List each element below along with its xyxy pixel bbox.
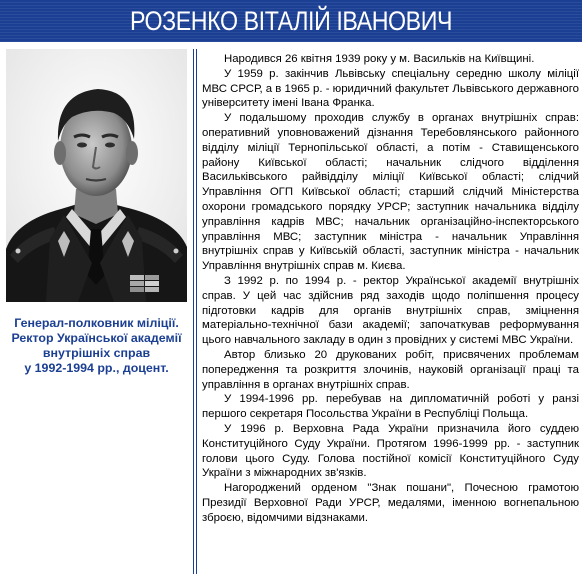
photo-caption [6,316,187,376]
bio-paragraph-birth: Народився 26 квітня 1939 року у м. Васильків на Київщині. [224,53,535,65]
bio-paragraph-awards: Нагороджений орденом "Знак пошани", Почесною грамотою Президії Верховної Ради УРСР, медалями, іменною вогнепальною зброєю, відомчими відзнаками. [202,482,579,524]
bio-paragraph-court: У 1996 р. Верховна Рада України призначила його суддею Конституційного Суду України. Протягом 1996-1999 рр. - заступник голови цього Суду. Голова постійної комісії Конституційного Суду України з міжнародних зв'язків. [202,422,579,480]
bio-paragraph-diplomatic: У 1994-1996 рр. перебував на дипломатичній роботі у ранзі першого секретаря Посольства України в Республіці Польща. [202,393,579,421]
bio-paragraph-rector: З 1992 р. по 1994 р. - ректор Української академії внутрішніх справ. У цей час здійснив ряд заходів щодо поліпшення процесу підготовки кадрів для органів внутрішніх справ, зміцнення матеріально-технічної бази академії; започаткував реформування цього навчального закладу в один з провідних у системі МВС України. [202,274,579,347]
caption-line-rank: Генерал-полковник міліції. [14,316,179,330]
caption-line-institution: внутрішніх справ [42,346,151,360]
caption-line-years: у 1992-1994 рр., доцент. [24,361,169,375]
page-title: РОЗЕНКО ВІТАЛІЙ ІВАНОВИЧ [129,6,453,36]
header-bar [0,0,582,42]
biography-text [202,52,579,526]
bio-paragraph-education: У 1959 р. закінчив Львівську спеціальну середню школу міліції МВС СРСР, а в 1965 р. - юридичний факультет Львівського державного університету імені Івана Франка. [202,67,579,110]
caption-line-position: Ректор Української академії [11,331,182,345]
bio-paragraph-career: У подальшому проходив службу в органах внутрішніх справ: оперативний уповноважений дізнання Теребовлянського районного відділу міліції Тернопільської області, а потім - Ставищенського району Київської області; начальник слідчого відділення Васильківського райвідділу міліції Київської області; слідчий Управління ОГП Київської області; старший слідчий Міністерства охорони громадського порядку УРСР; заступник начальника відділу управління кадрів МВС; начальник організаційно-інспекторського управління МВС; заступник міністра - начальник Управління внутрішніх справ у Київській області, заступник міністра - начальник Управління внутрішніх справ м. Києва. [202,112,579,273]
column-divider [193,49,197,574]
portrait-photo [6,49,187,302]
bio-paragraph-publications: Автор близько 20 друкованих робіт, присвячених проблемам попередження та розкриття злочинів, науковій організації праці та управління в органах внутрішніх справ. [202,348,579,391]
